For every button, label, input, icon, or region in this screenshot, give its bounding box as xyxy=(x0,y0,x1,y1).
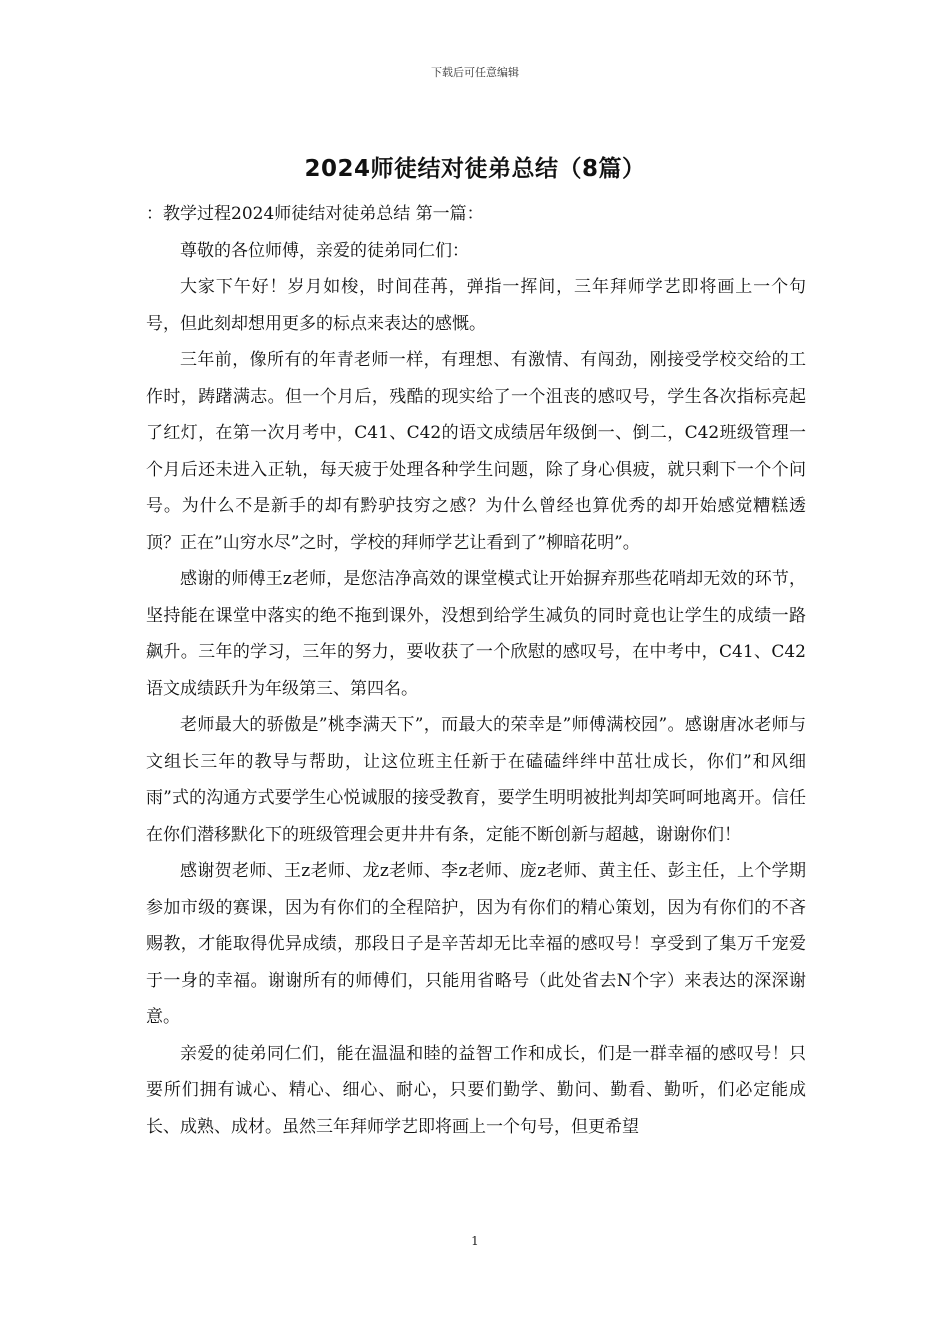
paragraph: 三年前，像所有的年青老师一样，有理想、有激情、有闯劲，刚接受学校交给的工作时，踌躇满志。但一个月后，残酷的现实给了一个沮丧的感叹号，学生各次指标亮起了红灯，在第一次月考中，C41、C42的语文成绩居年级倒一、倒二，C42班级管理一个月后还未进入正轨，每天疲于处理各种学生问题，除了身心俱疲，就只剩下一个个问号。为什么不是新手的却有黔驴技穷之感？为什么曾经也算优秀的却开始感觉糟糕透顶？正在”山穷水尽”之时，学校的拜师学艺让看到了”柳暗花明”。 xyxy=(146,350,806,553)
salutation: 尊敬的各位师傅，亲爱的徒弟同仁们： xyxy=(180,240,469,261)
paragraph: 感谢的师傅王z老师，是您洁净高效的课堂模式让开始摒弃那些花哨却无效的环节，坚持能在课堂中落实的绝不拖到课外，没想到给学生减负的同时竟也让学生的成绩一路飙升。三年的学习，三年的努力，要收获了一个欣慰的感叹号，在中考中，C41、C42语文成绩跃升为年级第三、第四名。 xyxy=(146,569,806,699)
paragraph: 老师最大的骄傲是”桃李满天下”，而最大的荣幸是”师傅满校园”。感谢唐冰老师与文组长三年的教导与帮助，让这位班主任新于在磕磕绊绊中茁壮成长，你们”和风细雨”式的沟通方式要学生心悦诚服的接受教育，要学生明明被批判却笑呵呵地离开。信任在你们潜移默化下的班级管理会更井井有条，定能不断创新与超越，谢谢你们！ xyxy=(146,715,806,845)
paragraph: 大家下午好！岁月如梭，时间荏苒，弹指一挥间，三年拜师学艺即将画上一个句号，但此刻却想用更多的标点来表达的感慨。 xyxy=(146,277,806,334)
paragraph: 亲爱的徒弟同仁们，能在温温和睦的益智工作和成长，们是一群幸福的感叹号！只要所们拥有诚心、精心、细心、耐心，只要们勤学、勤问、勤看、勤听，们必定能成长、成熟、成材。虽然三年拜师学艺即将画上一个句号，但更希望 xyxy=(146,1043,806,1137)
page-header: 下载后可任意编辑 xyxy=(431,66,519,79)
page-number: 1 xyxy=(471,1234,479,1248)
intro-line: ：教学过程2024师徒结对徒弟总结 第一篇： xyxy=(146,204,484,224)
paragraph: 感谢贺老师、王z老师、龙z老师、李z老师、庞z老师、黄主任、彭主任，上个学期参加市级的赛课，因为有你们的全程陪护，因为有你们的精心策划，因为有你们的不吝赐教，才能取得优异成绩，那段日子是辛苦却无比幸福的感叹号！享受到了集万千宠爱于一身的幸福。谢谢所有的师傅们，只能用省略号（此处省去N个字）来表达的深深谢意。 xyxy=(146,861,806,1027)
document-body xyxy=(146,196,806,1145)
document-title: 2024师徒结对徒弟总结（8篇） xyxy=(304,156,646,182)
